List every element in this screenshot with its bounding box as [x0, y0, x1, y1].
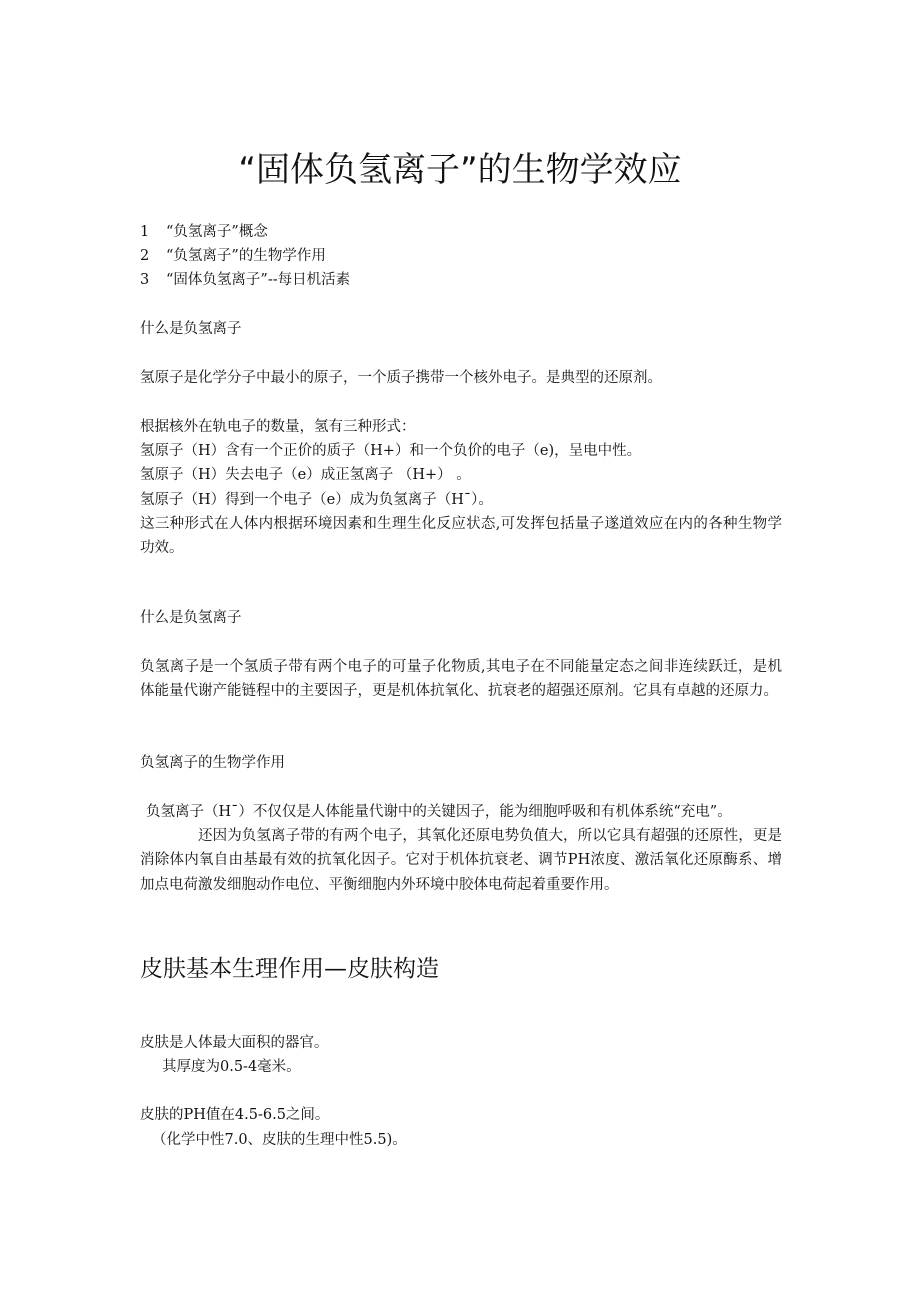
text-line: 氢原子（H）失去电子（e）成正氢离子 （H+） 。: [140, 467, 471, 484]
text-line: 氢原子（H）得到一个电子（e）成为负氢离子（H¯）。: [140, 491, 493, 508]
section-heading: 什么是负氢离子: [140, 321, 242, 337]
text-line: 根据核外在轨电子的数量，氢有三种形式：: [140, 419, 416, 435]
section-heading: 什么是负氢离子: [140, 610, 242, 626]
skin-facts: [140, 1031, 782, 1152]
text-line: （化学中性7.0、皮肤的生理中性5.5)。: [152, 1131, 407, 1148]
toc-text: “固体负氢离子”--每日机活素: [166, 272, 351, 289]
toc-number: 3: [140, 272, 150, 289]
toc-text: “负氢离子”的生物学作用: [166, 248, 326, 265]
text-line: 这三种形式在人体内根据环境因素和生理生化反应状态,可发挥包括量子遂道效应在内的各种生物学功效。: [140, 515, 782, 557]
section-body: [140, 800, 782, 897]
table-of-contents: [140, 220, 782, 293]
paragraph: 负氢离子（H¯）不仅仅是人体能量代谢中的关键因子，能为细胞呼吸和有机体系统“充电”。: [146, 804, 732, 820]
text-line: 其厚度为0.5-4毫米。: [162, 1059, 301, 1076]
hydrogen-forms: [140, 415, 782, 560]
section-heading: 负氢离子的生物学作用: [140, 755, 285, 771]
toc-text: “负氢离子”概念: [166, 224, 268, 240]
document-title: “固体负氢离子”的生物学效应: [238, 150, 682, 190]
paragraph: 负氢离子是一个氢质子带有两个电子的可量子化物质,其电子在不同能量定态之间非连续跃迁，是机体能量代谢产能链程中的主要因子，更是机体抗氧化、抗衰老的超强还原剂。它具有卓越的还原力。: [140, 659, 782, 700]
toc-item: [140, 220, 782, 244]
paragraph: 还因为负氢离子带的有两个电子，其氧化还原电势负值大，所以它具有超强的还原性，更是消除体内氧自由基最有效的抗氧化因子。它对于机体抗衰老、调节PH浓度、激活氧化还原酶系、增加点电荷激发细胞动作电位、平衡细胞内外环境中胶体电荷起着重要作用。: [140, 828, 782, 893]
text-line: 皮肤是人体最大面积的器官。: [140, 1035, 329, 1051]
toc-number: 2: [140, 248, 150, 265]
toc-item: [140, 268, 782, 292]
toc-number: 1: [140, 224, 150, 240]
toc-item: [140, 244, 782, 268]
section-title: 皮肤基本生理作用—皮肤构造: [140, 956, 439, 982]
text-line: 氢原子（H）含有一个正价的质子（H+）和一个负价的电子（e)，呈电中性。: [140, 443, 642, 460]
text-line: 皮肤的PH值在4.5-6.5之间。: [140, 1107, 330, 1124]
paragraph: 氢原子是化学分子中最小的原子，一个质子携带一个核外电子。是典型的还原剂。: [140, 370, 662, 386]
